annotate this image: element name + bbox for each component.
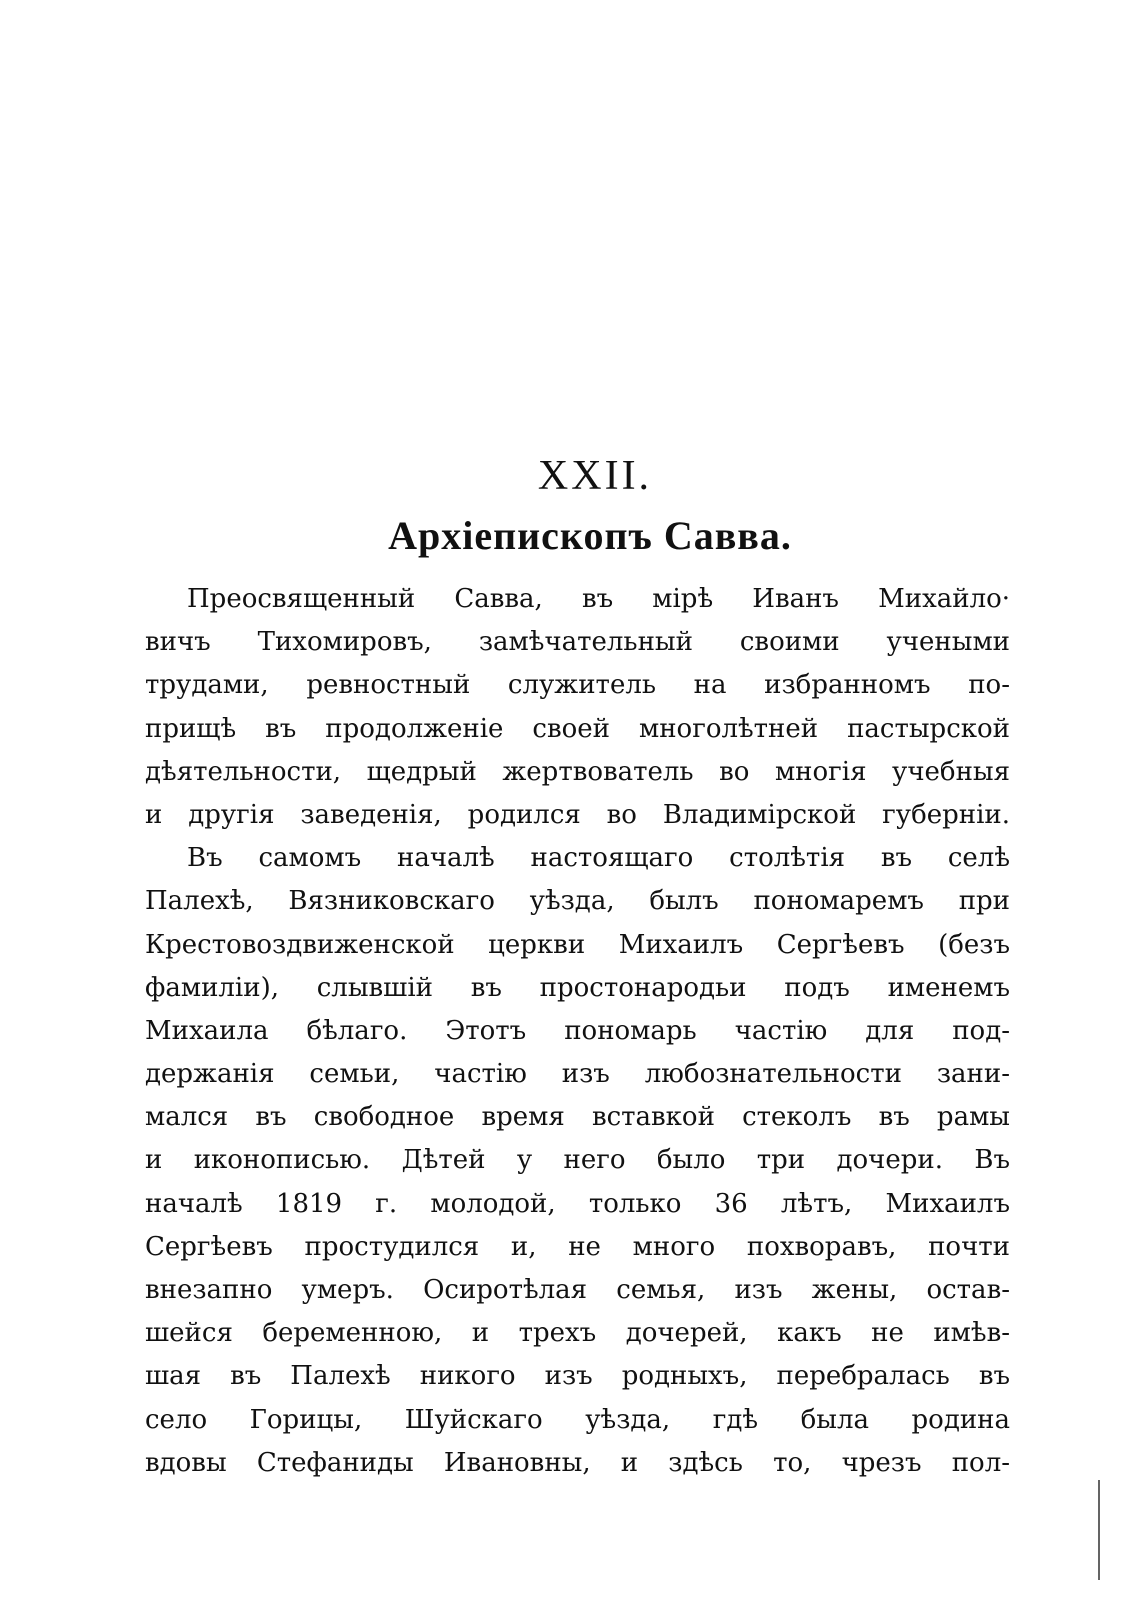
text-line: Михаила бѣлаго. Этотъ пономарь частію для под-: [145, 1015, 1010, 1046]
scan-edge-line: [1098, 1480, 1100, 1580]
text-line: внезапно умеръ. Осиротѣлая семья, изъ жены, остав-: [145, 1275, 1010, 1305]
text-line: Въ самомъ началѣ настоящаго столѣтія въ селѣ: [187, 843, 1010, 874]
text-line: шейся беременною, и трехъ дочерей, какъ не имѣв-: [145, 1318, 1010, 1349]
text-line: началѣ 1819 г. молодой, только 36 лѣтъ, Михаилъ: [145, 1188, 1010, 1219]
text-line: трудами, ревностный служитель на избранномъ по-: [145, 670, 1010, 701]
body-text: [145, 578, 1010, 1485]
chapter-title: Архіепископъ Савва.: [388, 513, 792, 558]
chapter-number: XXII.: [537, 453, 653, 499]
text-line: Преосвященный Савва, въ мірѣ Иванъ Михайло·: [187, 584, 1010, 614]
text-line: село Горицы, Шуйскаго уѣзда, гдѣ была родина: [145, 1404, 1010, 1435]
text-line: и иконописью. Дѣтей у него было три дочери. Въ: [145, 1145, 1010, 1176]
text-line: и другія заведенія, родился во Владимірской губерніи.: [145, 799, 1010, 830]
text-line: мался въ свободное время вставкой стеколъ въ рамы: [145, 1102, 1010, 1133]
text-line: вдовы Стефаниды Ивановны, и здѣсь то, чрезъ пол-: [145, 1447, 1010, 1478]
text-line: прищѣ въ продолженіе своей многолѣтней пастырской: [145, 713, 1010, 744]
text-line: Сергѣевъ простудился и, не много похворавъ, почти: [145, 1231, 1010, 1262]
text-line: держанія семьи, частію изъ любознательности зани-: [145, 1059, 1010, 1090]
text-line: дѣятельности, щедрый жертвователь во многія учебныя: [145, 756, 1010, 787]
text-line: шая въ Палехѣ никого изъ родныхъ, перебралась въ: [145, 1361, 1010, 1392]
text-line: фамиліи), слывшій въ простонародьи подъ именемъ: [145, 972, 1010, 1003]
text-line: Палехѣ, Вязниковскаго уѣзда, былъ пономаремъ при: [145, 886, 1010, 917]
text-line: Крестовоздвиженской церкви Михаилъ Сергѣевъ (безъ: [145, 929, 1010, 960]
text-line: вичъ Тихомировъ, замѣчательный своими учеными: [145, 627, 1010, 658]
